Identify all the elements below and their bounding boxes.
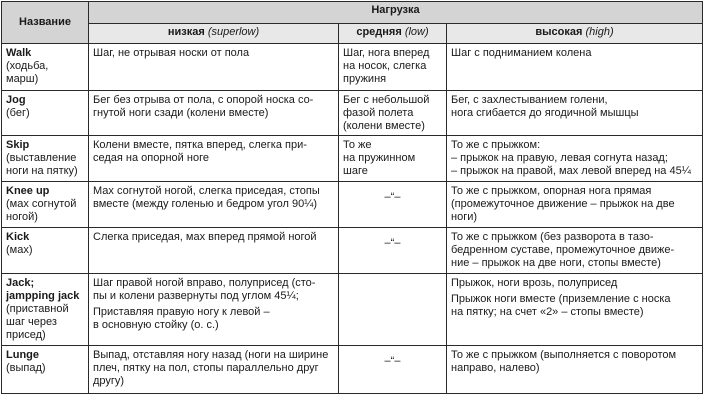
high-load-cell (447, 182, 703, 228)
name-column-header: Название (2, 2, 89, 44)
medium-load-cell: –“– (339, 228, 447, 274)
exercise-name: Skip (6, 139, 30, 151)
low-load-header: низкая (superlow) (89, 24, 339, 44)
exercise-translation: присед) (6, 329, 46, 341)
exercise-name-cell (2, 346, 89, 394)
high-load-cell (447, 274, 703, 346)
table-row (2, 44, 703, 91)
cell-text: седая на опорной ноге (93, 152, 209, 164)
high-load-cell (447, 346, 703, 394)
exercise-translation: (бег) (6, 107, 30, 119)
exercise-name-alt: jampping jack (6, 290, 80, 302)
cell-text: вместе (между голенью и бедром угол 90¼) (93, 198, 318, 210)
cell-text: Мах согнутой ногой, слегка приседая, стопы (93, 185, 320, 197)
high-load-cell (447, 228, 703, 274)
cell-text: Прыжок, ноги врозь, полуприсед (451, 277, 618, 289)
cell-text: То же с прыжком, опорная нога прямая (451, 185, 652, 197)
cell-text: пы и колени развернуты под углом 45¼; (93, 290, 299, 302)
high-load-cell (447, 44, 703, 91)
exercise-name-cell (2, 182, 89, 228)
cell-text: То же с прыжком (выполняется с поворотом (451, 349, 677, 361)
cell-text: Шаг, нога вперед (343, 47, 430, 59)
medium-load-cell (339, 44, 447, 91)
cell-text: на пятку; на счет «2» – стопы вместе) (451, 306, 644, 318)
table-row (2, 274, 703, 346)
cell-text: на пружинном (343, 152, 416, 164)
cell-text: (колени вместе) (343, 120, 425, 132)
cell-text: гнутой ноги сзади (колени вместе) (93, 107, 269, 119)
cell-text: Шаг с подниманием колена (451, 47, 592, 59)
exercise-name-cell (2, 228, 89, 274)
cell-text: ние – прыжок на две ноги, стопы вместе) (451, 257, 661, 269)
exercise-translation: (приставной (6, 303, 69, 315)
exercise-name: Jog (6, 94, 26, 106)
exercise-translation: ноги на пятку) (6, 165, 78, 177)
exercise-translation: (ходьба, (6, 60, 49, 72)
low-load-cell (89, 182, 339, 228)
medium-load-cell (339, 91, 447, 136)
high-load-cell (447, 136, 703, 182)
cell-text: шаге (343, 165, 368, 177)
exercise-translation: шаг через (6, 316, 57, 328)
cell-text: пружиня (343, 73, 387, 85)
low-load-cell (89, 44, 339, 91)
medium-load-cell (339, 274, 447, 346)
exercise-name-cell (2, 91, 89, 136)
exercise-translation: (мах) (6, 244, 33, 256)
exercise-name-cell (2, 274, 89, 346)
cell-text: – прыжок на правой, мах левой вперед на 45¼ (451, 165, 691, 177)
exercise-translation: (выпад) (6, 362, 46, 374)
load-column-header: Нагрузка (89, 2, 703, 24)
low-load-cell (89, 136, 339, 182)
cell-text: плеч, пятку на пол, стопы параллельно друг (93, 362, 319, 374)
cell-text: бедренном суставе, промежуточное движе- (451, 244, 675, 256)
cell-text: Шаг правой ногой вправо, полуприсед (сто- (93, 277, 316, 289)
cell-text: (промежуточное движение – прыжок на две (451, 198, 675, 210)
exercise-translation: (мах согнутой (6, 198, 77, 210)
cell-text: направо, налево) (451, 362, 540, 374)
cell-text: ноги) (451, 211, 478, 223)
table-row (2, 346, 703, 394)
exercise-translation: ногой) (6, 211, 38, 223)
cell-text: То же с прыжком (без разворота в тазо- (451, 231, 654, 243)
exercise-name-cell (2, 136, 89, 182)
high-load-header: высокая (high) (447, 24, 703, 44)
exercise-name: Walk (6, 47, 32, 59)
cell-text: в основную стойку (о. с.) (93, 319, 219, 331)
low-load-cell (89, 228, 339, 274)
table-row (2, 136, 703, 182)
cell-text: Бег без отрыва от пола, с опорой носка со- (93, 94, 314, 106)
cell-text: фазой полета (343, 107, 414, 119)
exercise-load-table (1, 1, 703, 394)
cell-text: другу) (93, 375, 125, 387)
medium-load-cell: –“– (339, 346, 447, 394)
cell-text: нога сгибается до ягодичной мышцы (451, 107, 639, 119)
medium-load-cell (339, 136, 447, 182)
exercise-translation: (выставление (6, 152, 77, 164)
cell-text: Слегка приседая, мах вперед прямой ногой (93, 231, 317, 243)
cell-text: Выпад, отставляя ногу назад (ноги на ширине (93, 349, 329, 361)
cell-text: – прыжок на правую, левая согнута назад; (451, 152, 668, 164)
medium-load-header: средняя (low) (339, 24, 447, 44)
exercise-name: Jack; (6, 277, 35, 289)
cell-text: Приставляя правую ногу к левой – (93, 306, 270, 318)
table-row (2, 228, 703, 274)
cell-text: Прыжок ноги вместе (приземление с носка (451, 293, 671, 305)
exercise-name: Lunge (6, 349, 39, 361)
cell-text: на носок, слегка (343, 60, 427, 72)
cell-text: То же с прыжком: (451, 139, 541, 151)
low-load-cell (89, 274, 339, 346)
exercise-translation: марш) (6, 73, 39, 85)
cell-text: То же (343, 139, 372, 151)
low-load-cell (89, 346, 339, 394)
cell-text: Шаг, не отрывая носки от пола (93, 47, 250, 59)
table-row (2, 91, 703, 136)
cell-text: Бег, с захлестыванием голени, (451, 94, 608, 106)
high-load-cell (447, 91, 703, 136)
exercise-name-cell (2, 44, 89, 91)
low-load-cell (89, 91, 339, 136)
cell-text: Колени вместе, пятка вперед, слегка при- (93, 139, 307, 151)
medium-load-cell: –“– (339, 182, 447, 228)
cell-text: Бег с небольшой (343, 94, 430, 106)
exercise-name: Knee up (6, 185, 50, 197)
table-row (2, 182, 703, 228)
exercise-name: Kick (6, 231, 30, 243)
